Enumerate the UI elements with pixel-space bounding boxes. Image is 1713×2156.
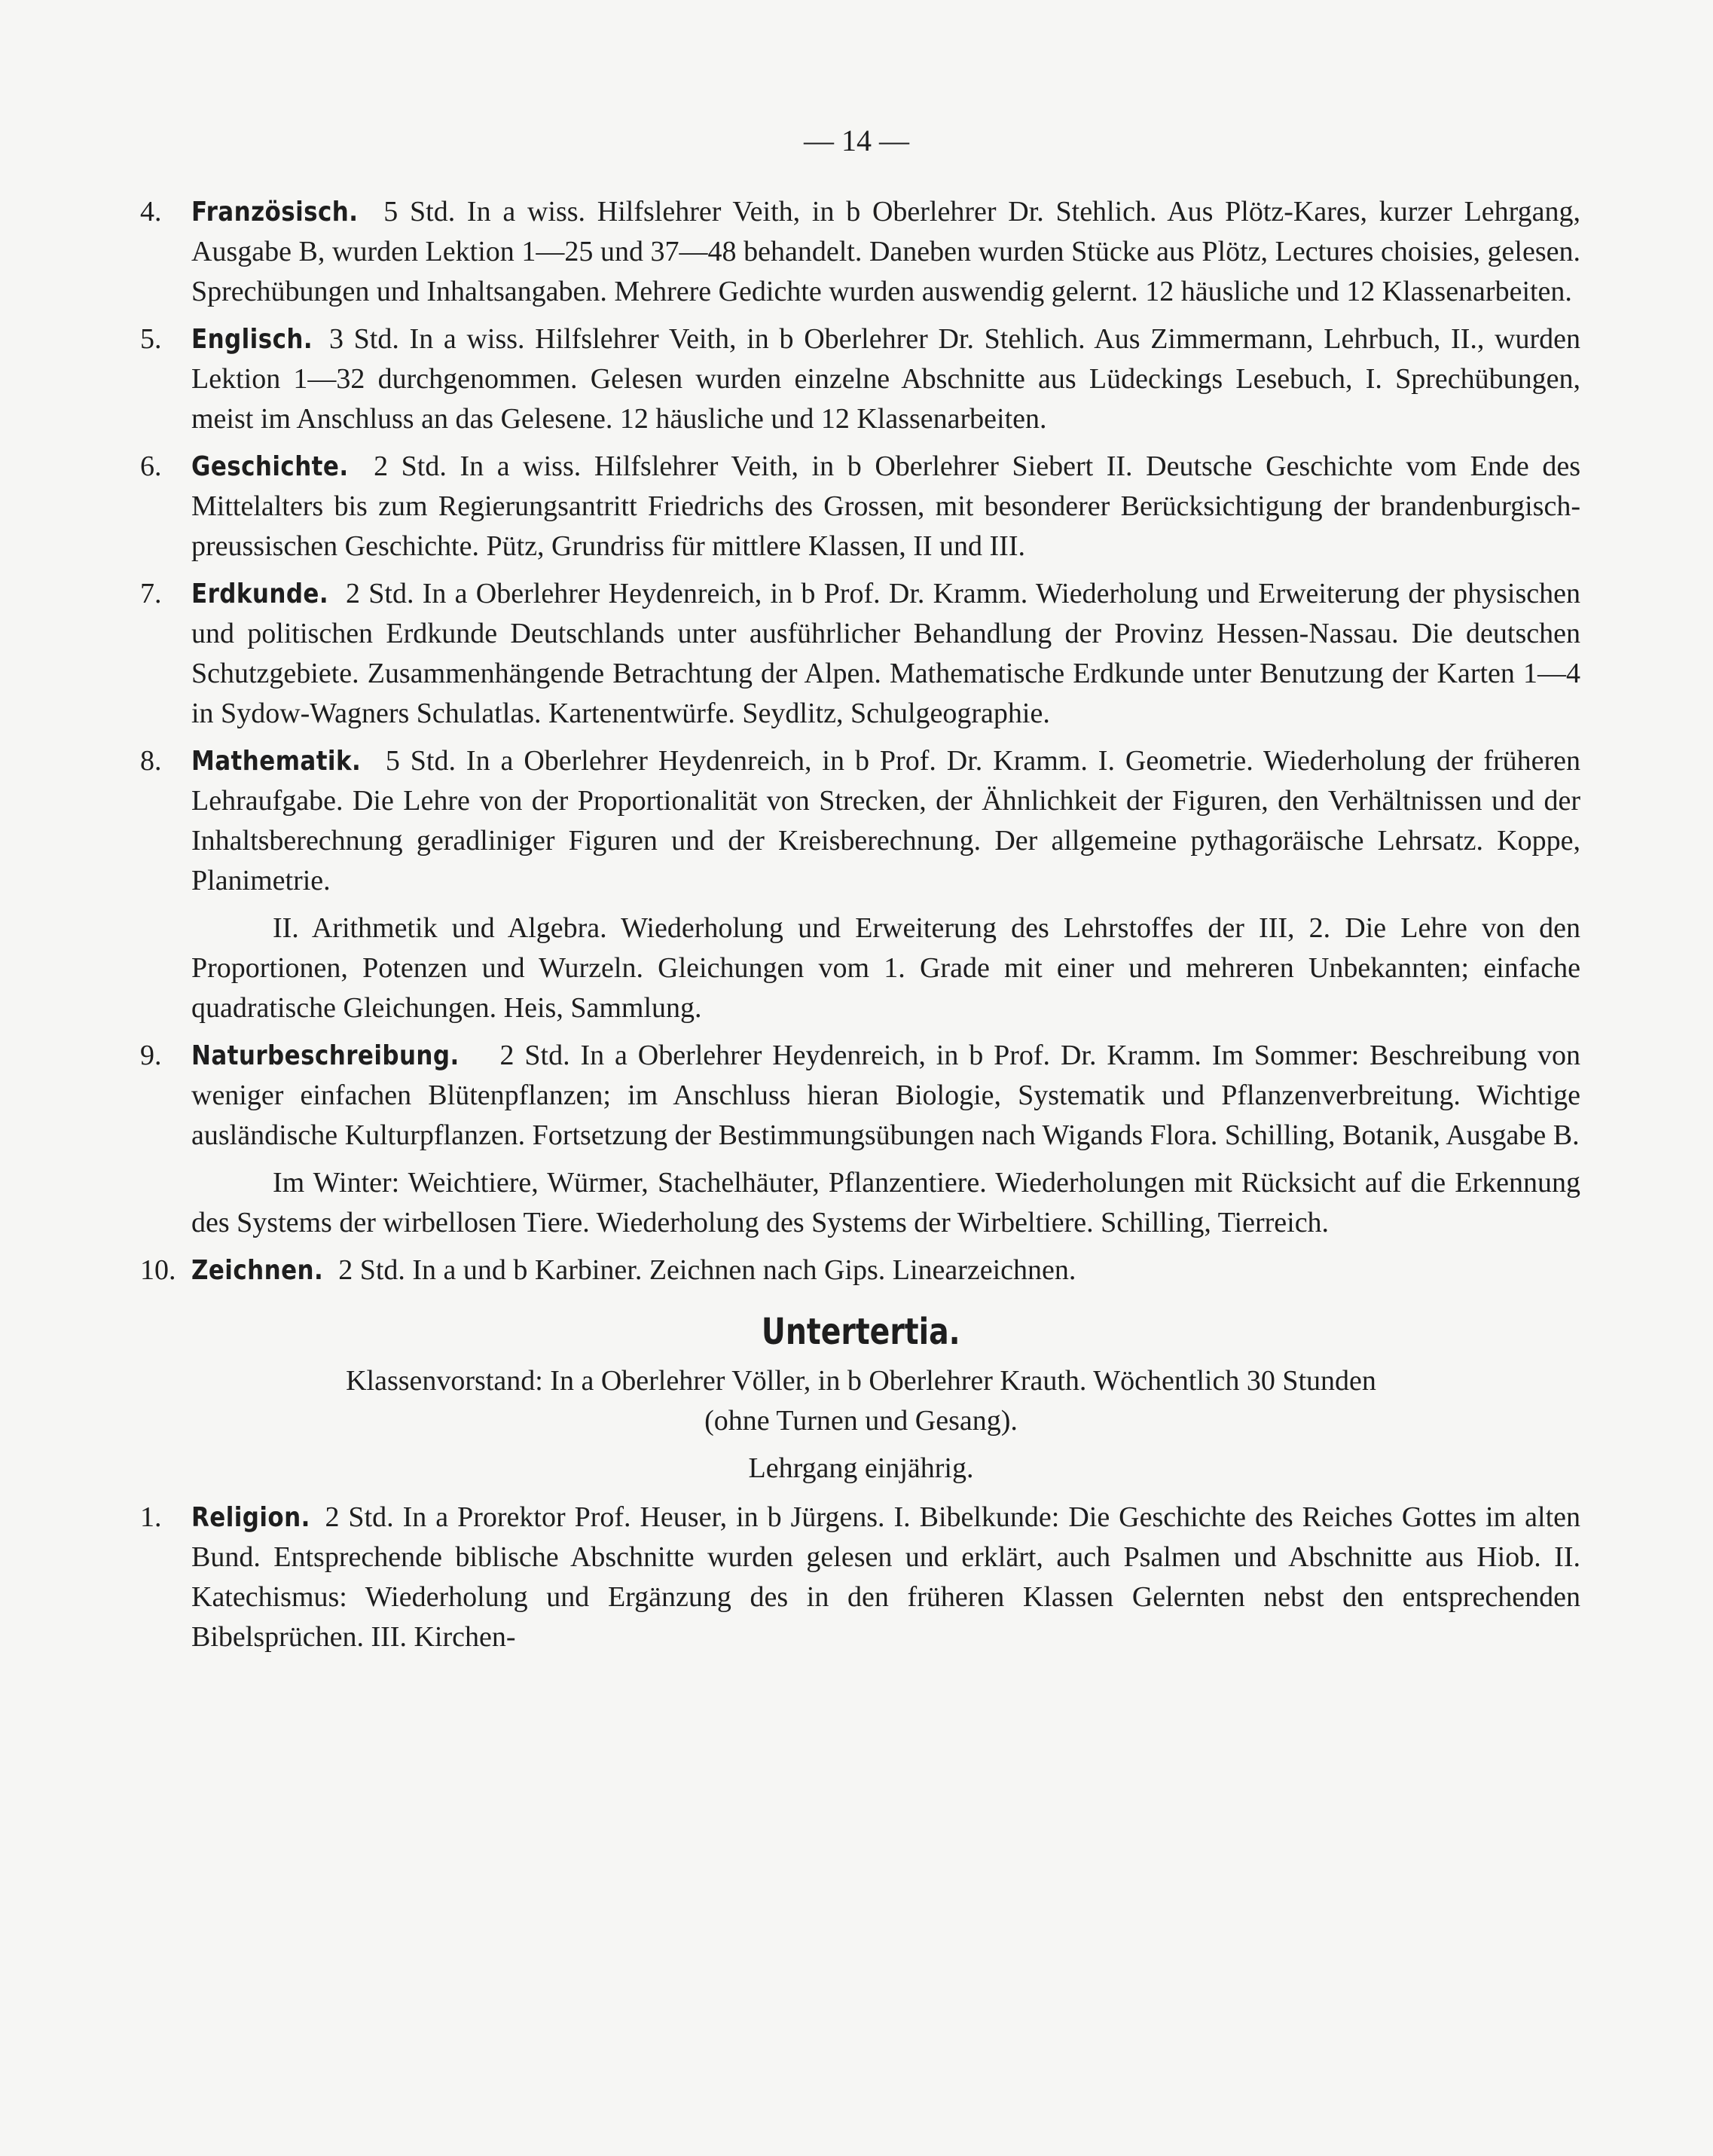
subject-title: Englisch. <box>191 324 313 355</box>
section-number: 5. <box>140 323 162 355</box>
section-mathematik <box>142 741 1580 1028</box>
section-number: 8. <box>140 745 162 777</box>
section-paragraph <box>191 1498 1580 1657</box>
section-text: 2 Std. In a Prorektor Prof. Heuser, in b Jürgens. I. Bibelkunde: Die Geschichte des Reiches Gottes im alten Bund. Entsprechende biblische Abschnitte wurden gelesen und erklärt, auch Psalmen und Abschnitte aus Hiob. II. Katechismus: Wiederholung und Ergänzung des in den früheren Klassen Gelernten nebst den entsprechenden Bibelsprüchen. III. Kirchen- <box>191 1501 1580 1653</box>
section-paragraph <box>191 574 1580 734</box>
subject-title: Naturbeschreibung. <box>191 1040 460 1071</box>
section-paragraph <box>191 1251 1580 1290</box>
section-religion <box>142 1498 1580 1657</box>
page-number: — 14 — <box>804 124 909 157</box>
text-column <box>142 192 1580 1665</box>
class-info-line: (ohne Turnen und Gesang). <box>704 1405 1018 1437</box>
class-info-line: Klassenvorstand: In a Oberlehrer Völler, in b Oberlehrer Krauth. Wöchentlich 30 Stunden <box>346 1365 1376 1397</box>
section-text: 2 Std. In a wiss. Hilfslehrer Veith, in b Oberlehrer Siebert II. Deutsche Geschichte vom Ende des Mittelalters bis zum Regierungsantritt Friedrichs des Grossen, mit besonderer Berücksichtigung der brandenburgisch-preussischen Geschichte. Pütz, Grundriss für mittlere Klassen, II und III. <box>191 450 1580 562</box>
section-zeichnen <box>142 1251 1580 1290</box>
section-erdkunde <box>142 574 1580 734</box>
section-paragraph <box>191 741 1580 901</box>
section-number: 1. <box>140 1501 162 1533</box>
section-franzoesisch <box>142 192 1580 312</box>
section-number: 6. <box>140 450 162 482</box>
section-number: 9. <box>140 1040 162 1071</box>
section-text: 2 Std. In a Oberlehrer Heydenreich, in b Prof. Dr. Kramm. Im Sommer: Beschreibung von weniger einfachen Blütenpflanzen; im Anschluss hieran Biologie, Systematik und Pflanzenverbreitung. Wichtige ausländische Kulturpflanzen. Fortsetzung der Bestimmungsübungen nach Wigands Flora. Schilling, Botanik, Ausgabe B. <box>191 1040 1580 1151</box>
section-paragraph <box>191 319 1580 439</box>
section-text: 5 Std. In a Oberlehrer Heydenreich, in b Prof. Dr. Kramm. I. Geometrie. Wiederholung der früheren Lehraufgabe. Die Lehre von der Proportionalität von Strecken, der Ähnlichkeit der Figuren, den Verhältnissen und der Inhaltsberechnung geradliniger Figuren und der Kreisberechnung. Der allgemeine pythagoräische Lehrsatz. Koppe, Planimetrie. <box>191 745 1581 896</box>
section-text: 3 Std. In a wiss. Hilfslehrer Veith, in b Oberlehrer Dr. Stehlich. Aus Zimmermann, Lehrbuch, II., wurden Lektion 1—32 durchgenommen. Gelesen wurden einzelne Abschnitte aus Lüdeckings Lesebuch, I. Sprechübungen, meist im Anschluss an das Gelesene. 12 häusliche und 12 Klassenarbeiten. <box>191 323 1581 435</box>
section-paragraph <box>191 1036 1580 1156</box>
section-englisch <box>142 319 1580 439</box>
section-paragraph: Im Winter: Weichtiere, Würmer, Stachelhäuter, Pflanzentiere. Wiederholungen mit Rücksicht auf die Erkennung des Systems der wirbellosen Tiere. Wiederholung des Systems der Wirbeltiere. Schilling, Tierreich. <box>191 1167 1580 1238</box>
section-number: 4. <box>140 196 162 228</box>
section-text: 2 Std. In a und b Karbiner. Zeichnen nach Gips. Linearzeichnen. <box>338 1254 1076 1286</box>
section-paragraph <box>191 447 1580 566</box>
section-number: 7. <box>140 578 162 609</box>
subject-title: Geschichte. <box>191 451 349 482</box>
subject-title: Zeichnen. <box>191 1255 324 1286</box>
subject-title: Religion. <box>191 1502 310 1533</box>
subject-title: Mathematik. <box>191 746 362 777</box>
section-number: 10. <box>140 1254 176 1286</box>
section-geschichte <box>142 447 1580 566</box>
section-naturbeschreibung <box>142 1036 1580 1243</box>
section-paragraph <box>191 192 1580 312</box>
subject-title: Französisch. <box>191 197 359 228</box>
class-heading <box>142 1309 1580 1355</box>
subject-title: Erdkunde. <box>191 579 329 609</box>
section-paragraph: II. Arithmetik und Algebra. Wiederholung und Erweiterung des Lehrstoffes der III, 2. Die Lehre von den Proportionen, Potenzen und Wurzeln. Gleichungen vom 1. Grade mit einer und mehreren Unbekannten; einfache quadratische Gleichungen. Heis, Sammlung. <box>191 912 1580 1024</box>
section-text: 2 Std. In a Oberlehrer Heydenreich, in b Prof. Dr. Kramm. Wiederholung und Erweiterung der physischen und politischen Erdkunde Deutschlands unter ausführlicher Behandlung der Provinz Hessen-Nassau. Die deutschen Schutzgebiete. Zusammenhängende Betrachtung der Alpen. Mathematische Erdkunde unter Benutzung der Karten 1—4 in Sydow-Wagners Schulatlas. Kartenentwürfe. Seydlitz, Schulgeographie. <box>191 578 1581 729</box>
class-info-line: Lehrgang einjährig. <box>748 1452 974 1484</box>
section-text: 5 Std. In a wiss. Hilfslehrer Veith, in b Oberlehrer Dr. Stehlich. Aus Plötz-Kares, kurzer Lehrgang, Ausgabe B, wurden Lektion 1—25 und 37—48 behandelt. Daneben wurden Stücke aus Plötz, Lectures choisies, gelesen. Sprechübungen und Inhaltsangaben. Mehrere Gedichte wurden auswendig gelernt. 12 häusliche und 12 Klassenarbeiten. <box>191 196 1580 307</box>
class-heading-text: Untertertia. <box>762 1311 960 1353</box>
